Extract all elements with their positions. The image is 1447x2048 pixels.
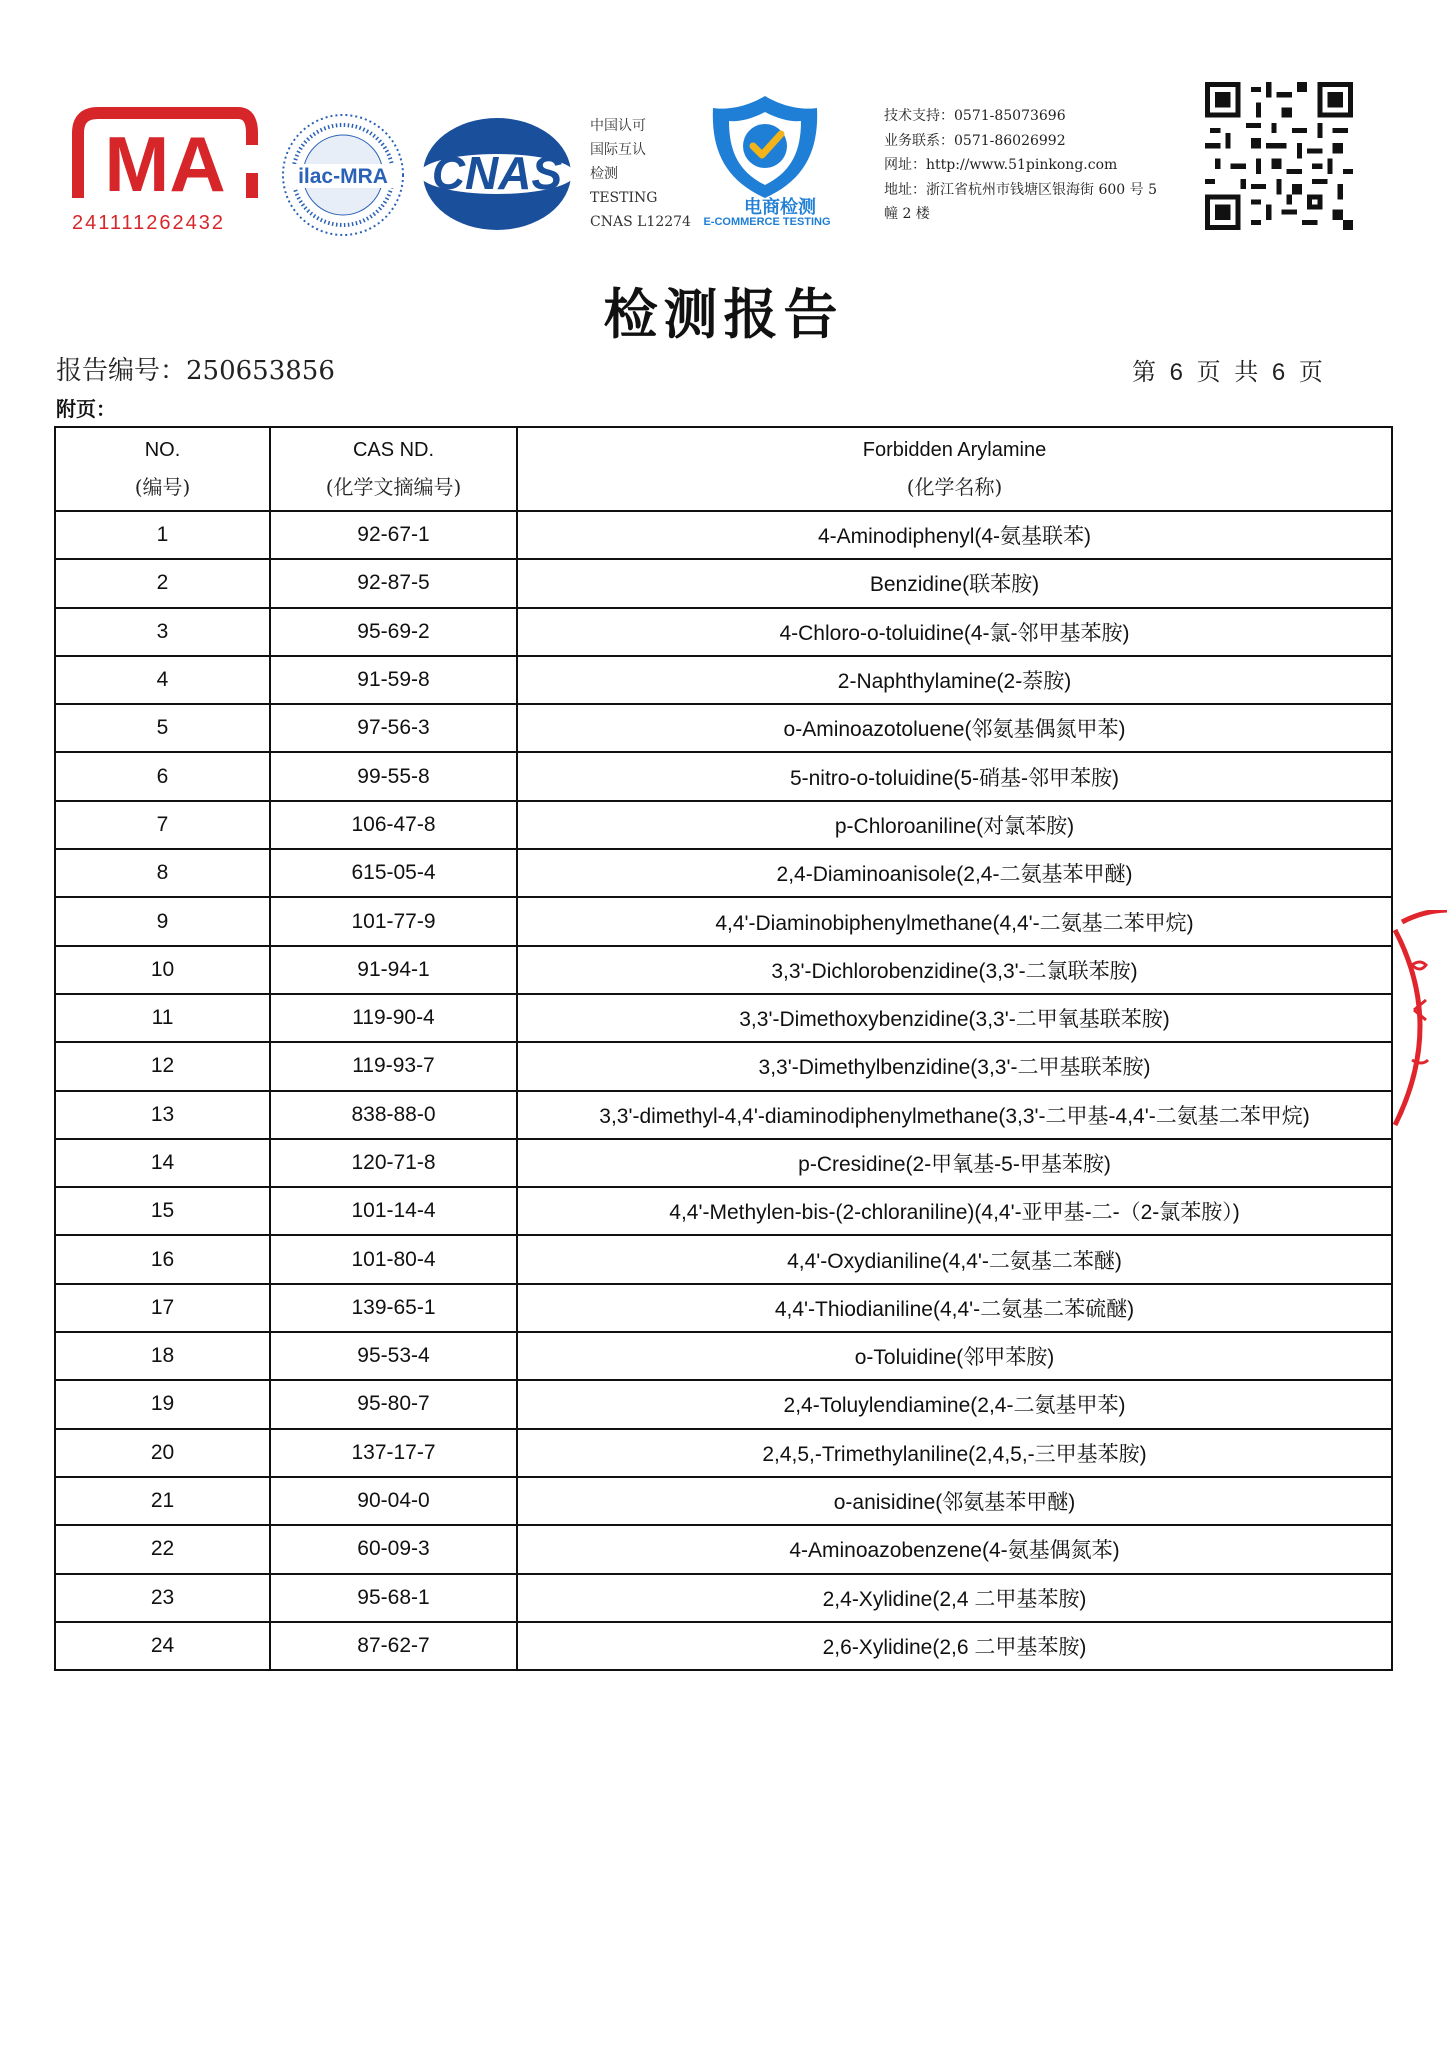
table-row	[55, 656, 1392, 704]
cell-no: 4	[55, 656, 270, 704]
column-header-name-en: Forbidden Arylamine	[862, 439, 1047, 461]
cell-no: 15	[55, 1187, 270, 1235]
cell-no: 13	[55, 1091, 270, 1139]
cell-name: 4,4'-Oxydianiline(4,4'-二氨基二苯醚)	[517, 1235, 1392, 1283]
cell-no: 14	[55, 1139, 270, 1187]
page-total: 6	[1271, 359, 1286, 386]
table-row	[55, 946, 1392, 994]
cell-cas: 615-05-4	[270, 849, 517, 897]
table-row	[55, 1042, 1392, 1090]
table-row	[55, 704, 1392, 752]
ilac-logo-text: ilac-MRA	[298, 165, 388, 188]
ilac-mra-logo	[280, 112, 406, 238]
cell-cas: 99-55-8	[270, 752, 517, 800]
cell-cas: 139-65-1	[270, 1284, 517, 1332]
cma-logo-text: MA	[104, 120, 226, 208]
cell-no: 11	[55, 994, 270, 1042]
table-row	[55, 1187, 1392, 1235]
cnas-logo	[420, 115, 575, 233]
cell-name: 3,3'-Dimethylbenzidine(3,3'-二甲基联苯胺)	[517, 1042, 1392, 1090]
cell-cas: 92-87-5	[270, 559, 517, 607]
table-row	[55, 1235, 1392, 1283]
accreditation-text	[590, 114, 691, 234]
column-header-name	[517, 427, 1392, 511]
table-row	[55, 511, 1392, 559]
cell-no: 20	[55, 1429, 270, 1477]
cell-name: o-anisidine(邻氨基苯甲醚)	[517, 1477, 1392, 1525]
cell-cas: 101-77-9	[270, 897, 517, 945]
cell-cas: 60-09-3	[270, 1525, 517, 1573]
table-row	[55, 1284, 1392, 1332]
cell-cas: 95-80-7	[270, 1380, 517, 1428]
cell-no: 23	[55, 1574, 270, 1622]
cell-name: 3,3'-Dichlorobenzidine(3,3'-二氯联苯胺)	[517, 946, 1392, 994]
table-row	[55, 994, 1392, 1042]
cell-name: 2,4-Toluylendiamine(2,4-二氨基甲苯)	[517, 1380, 1392, 1428]
column-header-name-cn: (化学名称)	[906, 475, 1003, 499]
table-row	[55, 849, 1392, 897]
cell-no: 2	[55, 559, 270, 607]
table-row	[55, 1574, 1392, 1622]
table-row	[55, 1622, 1392, 1670]
contact-info	[884, 104, 1184, 227]
table-row	[55, 608, 1392, 656]
accreditation-line: 中国认可	[590, 118, 646, 134]
cell-no: 3	[55, 608, 270, 656]
contact-address-cont: 幢 2 楼	[884, 206, 930, 222]
table-row	[55, 1525, 1392, 1573]
column-header-cas-cn: (化学文摘编号)	[325, 475, 462, 499]
cell-name: 2-Naphthylamine(2-萘胺)	[517, 656, 1392, 704]
cell-cas: 838-88-0	[270, 1091, 517, 1139]
cell-cas: 95-53-4	[270, 1332, 517, 1380]
table-row	[55, 1332, 1392, 1380]
cell-cas: 119-93-7	[270, 1042, 517, 1090]
cell-name: 3,3'-Dimethoxybenzidine(3,3'-二甲氧基联苯胺)	[517, 994, 1392, 1042]
cell-no: 9	[55, 897, 270, 945]
column-header-no-en: NO.	[144, 439, 181, 461]
cell-no: 17	[55, 1284, 270, 1332]
page-label-prefix: 第	[1132, 358, 1156, 386]
table-body	[55, 511, 1392, 1670]
cell-name: Benzidine(联苯胺)	[517, 559, 1392, 607]
cell-no: 10	[55, 946, 270, 994]
cell-cas: 97-56-3	[270, 704, 517, 752]
column-header-cas-en: CAS ND.	[352, 439, 435, 461]
cell-name: 4-Aminodiphenyl(4-氨基联苯)	[517, 511, 1392, 559]
report-number	[56, 350, 335, 387]
cell-name: 5-nitro-o-toluidine(5-硝基-邻甲苯胺)	[517, 752, 1392, 800]
ecommerce-label-en: E-COMMERCE TESTING	[703, 216, 831, 228]
page-label-total: 共	[1234, 358, 1259, 386]
cnas-logo-text: CNAS	[431, 147, 563, 199]
accreditation-line: CNAS L12274	[590, 214, 691, 230]
cell-no: 8	[55, 849, 270, 897]
accreditation-line: TESTING	[590, 190, 658, 206]
cell-name: 4,4'-Thiodianiline(4,4'-二氨基二苯硫醚)	[517, 1284, 1392, 1332]
contact-address: 地址：浙江省杭州市钱塘区银海街 600 号 5	[884, 181, 1157, 198]
cell-no: 1	[55, 511, 270, 559]
cell-name: 2,4,5,-Trimethylaniline(2,4,5,-三甲基苯胺)	[517, 1429, 1392, 1477]
accreditation-line: 国际互认	[590, 142, 646, 158]
cell-cas: 95-68-1	[270, 1574, 517, 1622]
page-title: 检测报告	[603, 282, 844, 346]
cell-cas: 106-47-8	[270, 801, 517, 849]
cell-name: 4-Aminoazobenzene(4-氨基偶氮苯)	[517, 1525, 1392, 1573]
cell-name: 2,4-Diaminoanisole(2,4-二氨基苯甲醚)	[517, 849, 1392, 897]
column-header-no-cn: (编号)	[134, 475, 191, 499]
cell-cas: 91-59-8	[270, 656, 517, 704]
cell-name: 2,6-Xylidine(2,6 二甲基苯胺)	[517, 1622, 1392, 1670]
cma-number: 241111262432	[72, 212, 226, 234]
qr-code-icon	[1205, 82, 1353, 230]
cell-no: 22	[55, 1525, 270, 1573]
seal-stamp	[1390, 910, 1447, 1140]
cell-no: 6	[55, 752, 270, 800]
table-row	[55, 559, 1392, 607]
accreditation-line: 检测	[590, 166, 618, 182]
contact-business: 业务联系：0571-86026992	[884, 132, 1066, 149]
table-row	[55, 1139, 1392, 1187]
column-header-cas	[270, 427, 517, 511]
cell-cas: 101-80-4	[270, 1235, 517, 1283]
cell-cas: 119-90-4	[270, 994, 517, 1042]
cell-no: 19	[55, 1380, 270, 1428]
page-label-unit-2: 页	[1298, 358, 1323, 386]
table-row	[55, 897, 1392, 945]
cell-cas: 87-62-7	[270, 1622, 517, 1670]
page-current: 6	[1169, 359, 1183, 386]
appendix-label: 附页：	[56, 397, 116, 421]
cell-cas: 95-69-2	[270, 608, 517, 656]
cell-no: 24	[55, 1622, 270, 1670]
cell-no: 5	[55, 704, 270, 752]
cell-cas: 90-04-0	[270, 1477, 517, 1525]
report-number-value: 250653856	[186, 356, 335, 386]
page-label-unit: 页	[1196, 358, 1221, 386]
column-header-no	[55, 427, 270, 511]
cell-cas: 91-94-1	[270, 946, 517, 994]
cell-name: p-Cresidine(2-甲氧基-5-甲基苯胺)	[517, 1139, 1392, 1187]
table-row	[55, 752, 1392, 800]
cell-name: 4,4'-Methylen-bis-(2-chloraniline)(4,4'-亚甲基-二-（2-氯苯胺）)	[517, 1187, 1392, 1235]
cell-cas: 101-14-4	[270, 1187, 517, 1235]
cell-name: p-Chloroaniline(对氯苯胺)	[517, 801, 1392, 849]
cell-name: 4-Chloro-o-toluidine(4-氯-邻甲基苯胺)	[517, 608, 1392, 656]
contact-tech-support: 技术支持：0571-85073696	[884, 108, 1066, 124]
table-row	[55, 1380, 1392, 1428]
contact-website: 网址：http://www.51pinkong.com	[884, 157, 1118, 173]
cell-name: 4,4'-Diaminobiphenylmethane(4,4'-二氨基二苯甲烷)	[517, 897, 1392, 945]
cell-name: 2,4-Xylidine(2,4 二甲基苯胺)	[517, 1574, 1392, 1622]
cell-name: o-Aminoazotoluene(邻氨基偶氮甲苯)	[517, 704, 1392, 752]
cell-no: 18	[55, 1332, 270, 1380]
table-row	[55, 1477, 1392, 1525]
cell-name: o-Toluidine(邻甲苯胺)	[517, 1332, 1392, 1380]
cell-cas: 120-71-8	[270, 1139, 517, 1187]
table-header-row	[55, 427, 1392, 511]
cell-cas: 137-17-7	[270, 1429, 517, 1477]
report-number-label: 报告编号：	[56, 356, 187, 386]
table-row	[55, 801, 1392, 849]
table-row	[55, 1429, 1392, 1477]
cell-name: 3,3'-dimethyl-4,4'-diaminodiphenylmethane(3,3'-二甲基-4,4'-二氨基二苯甲烷)	[517, 1091, 1392, 1139]
cell-cas: 92-67-1	[270, 511, 517, 559]
cell-no: 12	[55, 1042, 270, 1090]
table-row	[55, 1091, 1392, 1139]
ecommerce-label-cn: 电商检测	[744, 197, 816, 217]
cell-no: 16	[55, 1235, 270, 1283]
cell-no: 21	[55, 1477, 270, 1525]
arylamine-table	[54, 426, 1393, 1671]
page-indicator	[1132, 352, 1323, 387]
cell-no: 7	[55, 801, 270, 849]
